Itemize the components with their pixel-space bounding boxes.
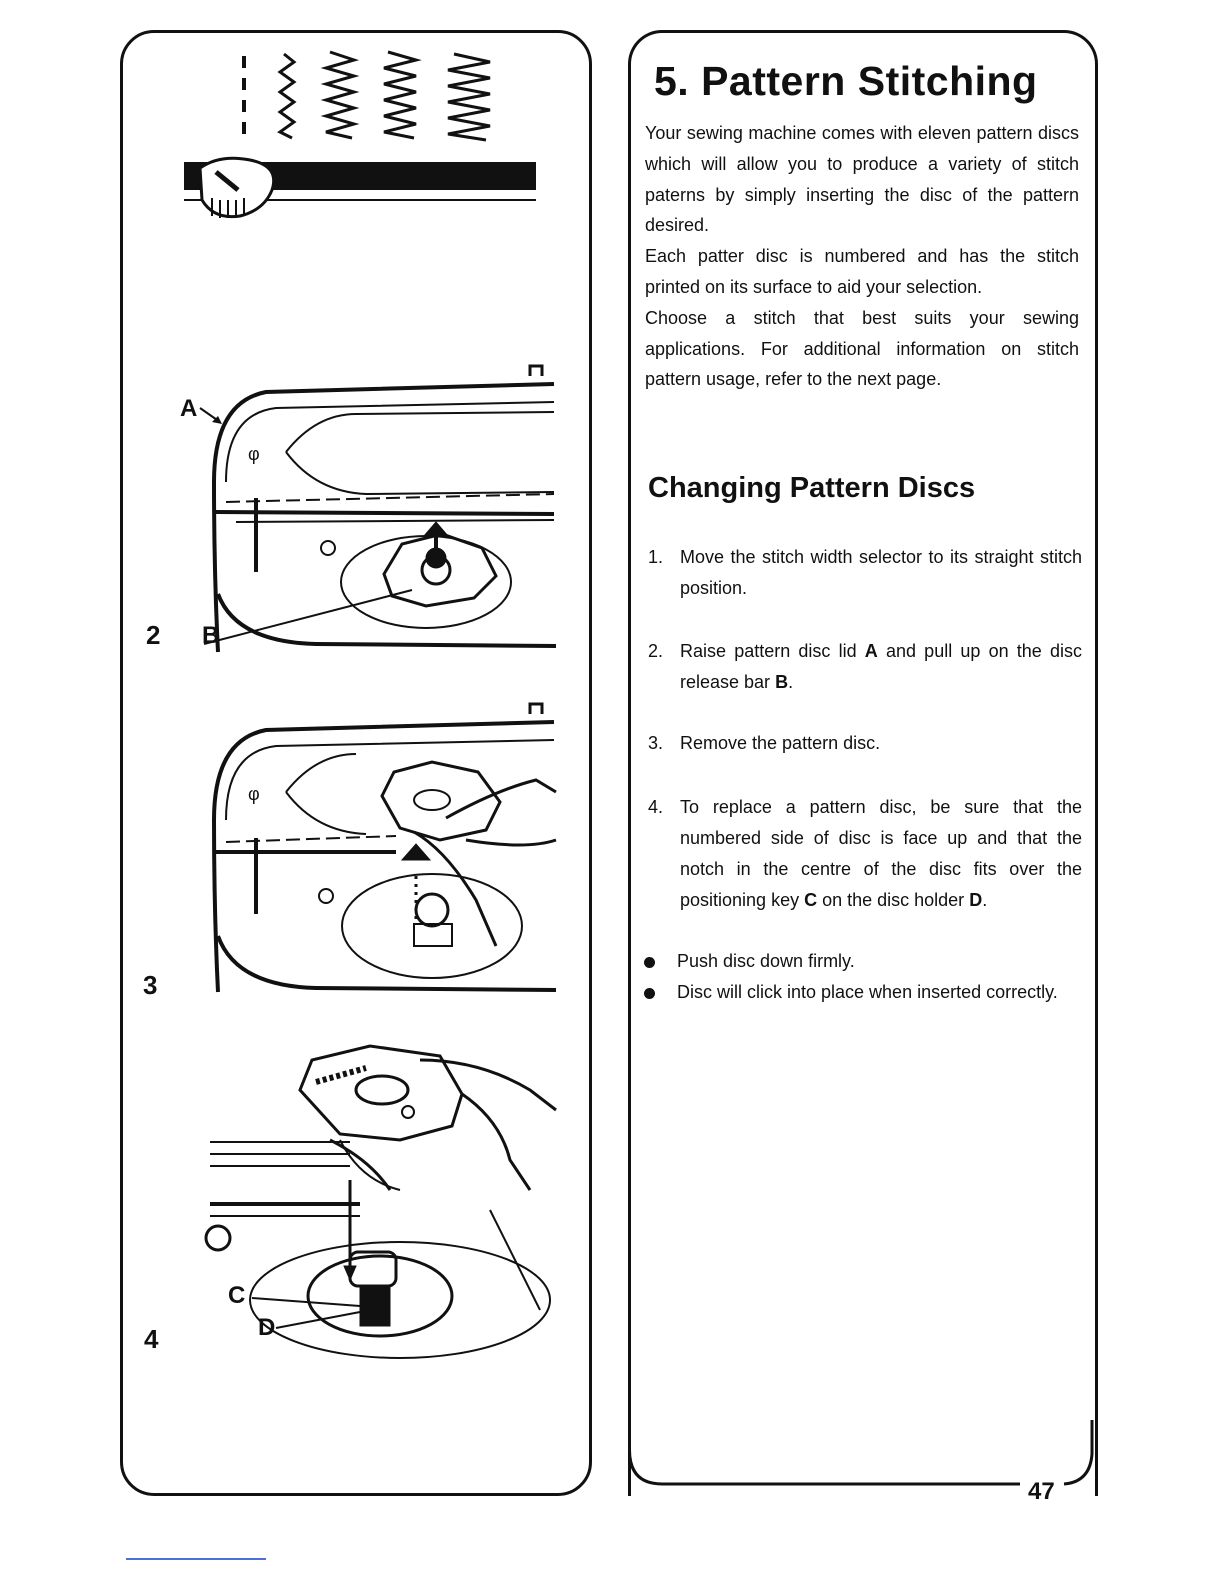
step-2 <box>648 636 1082 698</box>
label-d: D <box>258 1314 276 1341</box>
bullet-icon <box>644 957 655 968</box>
bullet-1 <box>644 946 1082 977</box>
step-4 <box>648 792 1082 916</box>
bullet-icon <box>644 988 655 999</box>
label-b: B <box>202 622 220 649</box>
step-number: 2. <box>648 641 664 661</box>
step-number: 1. <box>648 547 664 567</box>
step-number: 4. <box>648 797 664 817</box>
bullet-text: Push disc down firmly. <box>677 951 855 971</box>
bullet-text: Disc will click into place when inserted correctly. <box>677 982 1058 1002</box>
step-number: 3. <box>648 733 664 753</box>
figure-4-number: 4 <box>144 1324 159 1354</box>
svg-text:φ: φ <box>248 784 260 804</box>
step-3 <box>648 728 1082 759</box>
figure-2-disc-lid-illustration <box>196 362 560 658</box>
intro-paragraph-1: Your sewing machine comes with eleven pattern discs which will allow you to produce a variety of stitch paterns by simply inserting the disc of the pattern desired. <box>645 123 1079 236</box>
step-1 <box>648 542 1082 604</box>
intro-paragraph-3: Choose a stitch that best suits your sewing applications. For additional information on stitch pattern usage, refer to the next page. <box>645 307 1079 390</box>
intro-text <box>645 118 1079 395</box>
figure-3-remove-disc-illustration <box>196 700 560 1000</box>
svg-text:φ: φ <box>248 444 260 464</box>
bullet-2 <box>644 977 1082 1008</box>
intro-paragraph-2: Each patter disc is numbered and has the stitch printed on its surface to aid your selection. <box>645 246 1079 297</box>
page-number: 47 <box>1024 1478 1059 1506</box>
step-text: Remove the pattern disc. <box>680 733 881 753</box>
step-text: Move the stitch width selector to its straight stitch position. <box>680 547 1082 598</box>
label-b-ref: B <box>775 672 789 692</box>
arrow-a-icon <box>198 404 226 428</box>
figure-3-number: 3 <box>143 970 158 1000</box>
figure-2-number: 2 <box>146 620 161 650</box>
stitch-pattern-illustration <box>180 50 540 230</box>
step-text: To replace a pattern disc, be sure that the numbered side of disc is face up and that the notch in the centre of the disc fits over the positioning key C on the disc holder D. <box>680 797 1082 910</box>
pointer-lines-cd <box>248 1292 368 1342</box>
step-text: Raise pattern disc lid A and pull up on the disc release bar B. <box>680 641 1082 692</box>
section-title: 5. Pattern Stitching <box>654 58 1038 104</box>
label-c-ref: C <box>804 890 818 910</box>
subsection-title: Changing Pattern Discs <box>648 472 976 504</box>
footer-link-underline[interactable] <box>126 1558 266 1560</box>
label-d-ref: D <box>969 890 983 910</box>
label-a: A <box>180 395 198 422</box>
label-a-ref: A <box>864 641 878 661</box>
label-c: C <box>228 1282 246 1309</box>
